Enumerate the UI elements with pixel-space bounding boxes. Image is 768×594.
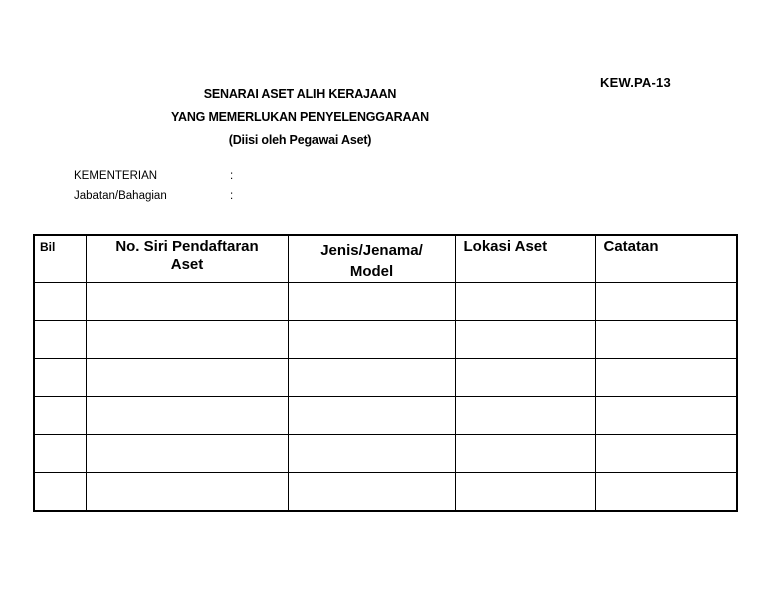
kementerian-label: KEMENTERIAN <box>74 170 158 182</box>
table-row <box>34 473 737 512</box>
cell-lokasi[interactable] <box>455 397 595 435</box>
jenis-line-2: Model <box>349 263 394 280</box>
cell-lokasi[interactable] <box>455 473 595 512</box>
cell-jenis[interactable] <box>288 283 455 321</box>
cell-lokasi[interactable] <box>455 283 595 321</box>
column-header-catatan: Catatan <box>595 235 737 283</box>
form-code: KEW.PA-13 <box>600 75 671 90</box>
cell-bil[interactable] <box>34 321 86 359</box>
cell-catatan[interactable] <box>595 473 737 512</box>
jabatan-field <box>74 190 233 202</box>
no-siri-line-1: No. Siri Pendaftaran <box>115 238 259 255</box>
cell-no-siri[interactable] <box>86 283 288 321</box>
table-header-row <box>34 235 737 283</box>
cell-catatan[interactable] <box>595 435 737 473</box>
cell-catatan[interactable] <box>595 321 737 359</box>
cell-no-siri[interactable] <box>86 435 288 473</box>
jenis-line-1: Jenis/Jenama/ <box>320 242 423 259</box>
cell-bil[interactable] <box>34 359 86 397</box>
cell-bil[interactable] <box>34 397 86 435</box>
kementerian-separator: : <box>230 170 234 182</box>
table-row <box>34 397 737 435</box>
cell-no-siri[interactable] <box>86 359 288 397</box>
cell-no-siri[interactable] <box>86 321 288 359</box>
cell-jenis[interactable] <box>288 321 455 359</box>
column-header-jenis <box>288 235 455 283</box>
cell-bil[interactable] <box>34 473 86 512</box>
column-header-no-siri <box>86 235 288 283</box>
cell-catatan[interactable] <box>595 359 737 397</box>
kementerian-field <box>74 170 233 182</box>
jabatan-separator: : <box>230 190 234 202</box>
cell-bil[interactable] <box>34 435 86 473</box>
form-title <box>100 86 500 155</box>
title-line-3: (Diisi oleh Pegawai Aset) <box>228 133 372 147</box>
cell-lokasi[interactable] <box>455 321 595 359</box>
table-row <box>34 435 737 473</box>
cell-jenis[interactable] <box>288 397 455 435</box>
cell-lokasi[interactable] <box>455 359 595 397</box>
title-line-2: YANG MEMERLUKAN PENYELENGGARAAN <box>171 110 429 124</box>
table-body <box>34 283 737 512</box>
column-header-bil: Bil <box>34 235 86 283</box>
asset-table <box>33 234 738 512</box>
column-header-lokasi: Lokasi Aset <box>455 235 595 283</box>
cell-bil[interactable] <box>34 283 86 321</box>
cell-jenis[interactable] <box>288 359 455 397</box>
cell-catatan[interactable] <box>595 283 737 321</box>
cell-no-siri[interactable] <box>86 473 288 512</box>
no-siri-line-2: Aset <box>170 256 204 273</box>
cell-lokasi[interactable] <box>455 435 595 473</box>
table-row <box>34 283 737 321</box>
cell-no-siri[interactable] <box>86 397 288 435</box>
cell-jenis[interactable] <box>288 435 455 473</box>
table-row <box>34 359 737 397</box>
title-line-1: SENARAI ASET ALIH KERAJAAN <box>203 87 397 101</box>
cell-jenis[interactable] <box>288 473 455 512</box>
table-row <box>34 321 737 359</box>
cell-catatan[interactable] <box>595 397 737 435</box>
jabatan-label: Jabatan/Bahagian <box>74 190 167 202</box>
